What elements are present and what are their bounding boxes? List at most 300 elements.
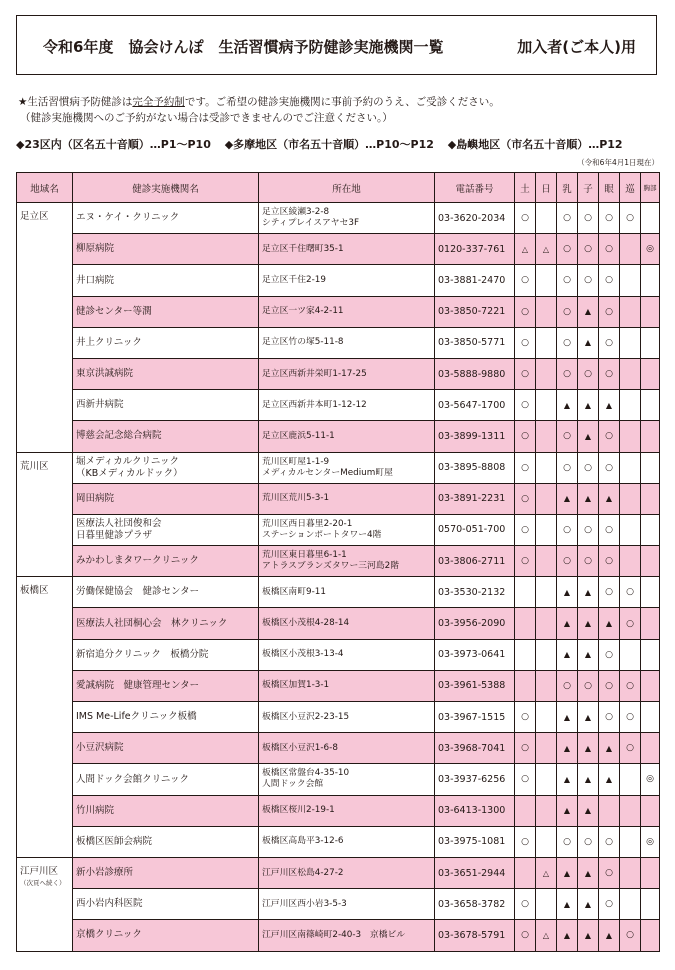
mark-sun [536, 452, 557, 483]
mark-breast: ▲ [557, 577, 578, 608]
mark-eye: ▲ [599, 733, 620, 764]
mark-chest [641, 265, 660, 296]
mark-uterus: ▲ [578, 639, 599, 670]
mark-uterus: ▲ [578, 733, 599, 764]
table-row [17, 358, 660, 389]
phone-number: 03-5647-1700 [435, 390, 515, 421]
mark-eye: ○ [599, 889, 620, 920]
mark-sat [515, 639, 536, 670]
mark-chest: ◎ [641, 826, 660, 857]
table-row [17, 639, 660, 670]
institution-name-line: 竹川病院 [76, 804, 115, 816]
mark-chest [641, 920, 660, 951]
phone-number: 03-3975-1081 [435, 826, 515, 857]
table-row [17, 733, 660, 764]
institution-name-line: IMS Me-Lifeクリニック板橋 [76, 711, 197, 723]
table-row [17, 857, 660, 888]
mark-sun: △ [536, 920, 557, 951]
title-box [16, 15, 657, 75]
phone-number: 03-3956-2090 [435, 608, 515, 639]
mark-chest [641, 608, 660, 639]
mark-chest [641, 733, 660, 764]
address-line: 板橋区加賀1-3-1 [262, 680, 330, 691]
phone-number: 03-3620-2034 [435, 203, 515, 234]
phone-number: 03-3678-5791 [435, 920, 515, 951]
mark-sun [536, 327, 557, 358]
mark-sun [536, 733, 557, 764]
mark-mobile [620, 639, 641, 670]
institution-address [259, 390, 435, 421]
mark-breast: ○ [557, 452, 578, 483]
address-line: 江戸川区松島4-27-2 [262, 867, 344, 878]
institution-name-line: 東京洪誠病院 [76, 368, 134, 380]
mark-mobile [620, 421, 641, 452]
address-line: 人間ドック会館 [262, 779, 324, 790]
mark-sat: ○ [515, 920, 536, 951]
mark-chest [641, 296, 660, 327]
mark-chest [641, 639, 660, 670]
mark-chest [641, 702, 660, 733]
table-row [17, 889, 660, 920]
address-line: 江戸川区南篠崎町2-40-3 京橋ビル [262, 929, 406, 940]
institution-address [259, 920, 435, 951]
mark-sat: ○ [515, 327, 536, 358]
mark-mobile [620, 826, 641, 857]
institution-name-line: 医療法人社団桐心会 林クリニック [76, 617, 228, 629]
mark-eye: ○ [599, 639, 620, 670]
mark-sat [515, 795, 536, 826]
mark-chest [641, 483, 660, 514]
reservation-warning: （健診実施機関へのご予約がない場合は受診できませんのでご注意ください。） [20, 112, 393, 124]
institution-address [259, 857, 435, 888]
institution-address [259, 639, 435, 670]
mark-sun [536, 670, 557, 701]
col-uterus: 子 [578, 173, 599, 203]
audience-tag: 加入者(ご本人)用 [517, 38, 636, 56]
institution-name-line: 人間ドック会館クリニック [76, 773, 190, 785]
mark-sat [515, 670, 536, 701]
mark-sat [515, 608, 536, 639]
mark-breast: ▲ [557, 857, 578, 888]
phone-number: 03-3530-2132 [435, 577, 515, 608]
mark-eye: ▲ [599, 483, 620, 514]
table-row [17, 234, 660, 265]
mark-breast: ○ [557, 546, 578, 577]
col-chest: 胸部 [641, 173, 660, 203]
phone-number: 03-3973-0641 [435, 639, 515, 670]
phone-number: 03-3895-8808 [435, 452, 515, 483]
mark-eye: ○ [599, 234, 620, 265]
institution-name [73, 358, 259, 389]
institution-name [73, 639, 259, 670]
institution-name-line: 小豆沢病院 [76, 742, 124, 754]
table-row [17, 702, 660, 733]
phone-number: 03-3937-6256 [435, 764, 515, 795]
institution-name-line: 健診センター等潤 [76, 305, 152, 317]
institution-name [73, 733, 259, 764]
region-index-tama[interactable]: ◆多摩地区（市名五十音順）…P10～P12 [224, 138, 434, 151]
mark-uterus: ○ [578, 670, 599, 701]
mark-sat: ○ [515, 265, 536, 296]
note-text-c: です。ご希望の健診実施機関に事前予約のうえ、ご受診ください。 [184, 96, 500, 108]
table-row [17, 670, 660, 701]
institution-address [259, 296, 435, 327]
address-line: 板橋区高島平3-12-6 [262, 836, 344, 847]
mark-mobile: ○ [620, 733, 641, 764]
address-line: 板橋区小茂根3-13-4 [262, 649, 344, 660]
phone-number: 03-3806-2711 [435, 546, 515, 577]
institution-name-line: 井口病院 [76, 274, 115, 286]
phone-number: 03-6413-1300 [435, 795, 515, 826]
mark-uterus: ○ [578, 514, 599, 545]
mark-mobile: ○ [620, 920, 641, 951]
phone-number: 03-3850-5771 [435, 327, 515, 358]
mark-mobile [620, 764, 641, 795]
mark-chest [641, 514, 660, 545]
mark-sun [536, 514, 557, 545]
mark-sun [536, 421, 557, 452]
mark-eye: ○ [599, 702, 620, 733]
mark-uterus: ○ [578, 265, 599, 296]
mark-uterus: ▲ [578, 577, 599, 608]
institution-name-line: 医療法人社団俊和会 [76, 518, 162, 530]
address-line: 板橋区小茂根4-28-14 [262, 618, 350, 629]
mark-uterus: ▲ [578, 702, 599, 733]
region-index [16, 136, 633, 152]
table-row [17, 203, 660, 234]
mark-uterus: ▲ [578, 795, 599, 826]
phone-number: 03-3967-1515 [435, 702, 515, 733]
institution-name [73, 826, 259, 857]
mark-sat: ○ [515, 296, 536, 327]
address-line: アトラスブランズタワー三河島2階 [262, 561, 400, 572]
mark-mobile [620, 265, 641, 296]
mark-chest [641, 327, 660, 358]
region-index-islands[interactable]: ◆島嶼地区（市名五十音順）…P12 [447, 138, 623, 151]
institution-address [259, 795, 435, 826]
institution-name [73, 327, 259, 358]
address-line: 足立区千住2-19 [262, 274, 326, 285]
table-row [17, 327, 660, 358]
mark-eye: ○ [599, 452, 620, 483]
mark-eye: ○ [599, 203, 620, 234]
institution-name [73, 390, 259, 421]
mark-eye: ○ [599, 670, 620, 701]
mark-eye: ○ [599, 358, 620, 389]
phone-number: 0570-051-700 [435, 514, 515, 545]
mark-sun [536, 826, 557, 857]
mark-breast: ▲ [557, 920, 578, 951]
mark-chest [641, 421, 660, 452]
institution-name-line: みかわしまタワークリニック [76, 555, 199, 567]
mark-chest [641, 546, 660, 577]
address-line: ステーションポートタワー4階 [262, 529, 382, 540]
mark-mobile: ○ [620, 670, 641, 701]
mark-mobile [620, 327, 641, 358]
mark-sat: ○ [515, 733, 536, 764]
table-row [17, 514, 660, 545]
mark-sun [536, 889, 557, 920]
mark-mobile [620, 889, 641, 920]
region-cell [17, 452, 73, 577]
institution-address [259, 421, 435, 452]
mark-uterus: ▲ [578, 857, 599, 888]
table-row [17, 795, 660, 826]
table-row [17, 390, 660, 421]
institution-name-line: 板橋区医師会病院 [76, 835, 153, 847]
mark-uterus: ○ [578, 546, 599, 577]
mark-breast: ▲ [557, 733, 578, 764]
institution-name-line: 西新井病院 [76, 399, 124, 411]
reservation-note [18, 94, 500, 109]
address-line: 足立区鹿浜5-11-1 [262, 430, 335, 441]
mark-mobile: ○ [620, 577, 641, 608]
institution-name [73, 608, 259, 639]
mark-breast: ○ [557, 358, 578, 389]
institution-name-line: 西小岩内科医院 [76, 898, 143, 910]
institution-name-line: 愛誠病院 健康管理センター [76, 679, 200, 691]
institution-address [259, 483, 435, 514]
mark-mobile [620, 795, 641, 826]
col-mobile: 巡 [620, 173, 641, 203]
institution-name [73, 670, 259, 701]
mark-sat: ○ [515, 452, 536, 483]
region-label: 板橋区 [20, 585, 49, 597]
table-row [17, 265, 660, 296]
table-header-row [17, 173, 660, 203]
institution-address [259, 577, 435, 608]
mark-breast: ○ [557, 234, 578, 265]
address-line: 板橋区小豆沢1-6-8 [262, 742, 338, 753]
mark-mobile [620, 546, 641, 577]
mark-eye: ○ [599, 296, 620, 327]
table-row [17, 421, 660, 452]
mark-sun [536, 608, 557, 639]
region-index-23ku[interactable]: ◆23区内（区名五十音順）…P1～P10 [16, 138, 211, 151]
phone-number: 03-5888-9880 [435, 358, 515, 389]
mark-breast: ○ [557, 203, 578, 234]
phone-number: 03-3658-3782 [435, 889, 515, 920]
mark-sat: △ [515, 234, 536, 265]
mark-uterus: ○ [578, 452, 599, 483]
mark-chest [641, 203, 660, 234]
table-row [17, 608, 660, 639]
mark-mobile [620, 390, 641, 421]
mark-sat: ○ [515, 546, 536, 577]
institution-address [259, 608, 435, 639]
mark-breast: ○ [557, 826, 578, 857]
mark-breast: ▲ [557, 764, 578, 795]
address-line: 足立区一ツ家4-2-11 [262, 306, 344, 317]
mark-mobile [620, 296, 641, 327]
mark-mobile [620, 514, 641, 545]
mark-breast: ○ [557, 670, 578, 701]
institution-address [259, 764, 435, 795]
mark-sun [536, 764, 557, 795]
mark-sun [536, 483, 557, 514]
address-line: 足立区西新井本町1-12-12 [262, 399, 367, 410]
mark-eye: ▲ [599, 764, 620, 795]
institution-name-line: 柳原病院 [76, 243, 115, 255]
mark-breast: ▲ [557, 390, 578, 421]
mark-sun: △ [536, 234, 557, 265]
phone-number: 03-3850-7221 [435, 296, 515, 327]
institution-address [259, 203, 435, 234]
note-text-a: ★生活習慣病予防健診は [18, 96, 133, 108]
mark-sat: ○ [515, 203, 536, 234]
phone-number: 03-3881-2470 [435, 265, 515, 296]
institution-name [73, 577, 259, 608]
institution-name-line: 労働保健協会 健診センター [76, 586, 200, 598]
mark-sat: ○ [515, 702, 536, 733]
mark-chest [641, 889, 660, 920]
institution-address [259, 826, 435, 857]
address-line: 足立区竹の塚5-11-8 [262, 337, 344, 348]
address-line: 板橋区南町9-11 [262, 586, 326, 597]
address-line: 板橋区小豆沢2-23-15 [262, 711, 350, 722]
region-cell [17, 857, 73, 951]
address-line: 足立区綾瀬3-2-8 [262, 207, 330, 218]
institution-name-line: エヌ・ケイ・クリニック [76, 212, 180, 224]
mark-sat: ○ [515, 390, 536, 421]
mark-chest: ◎ [641, 764, 660, 795]
region-label: 荒川区 [20, 460, 49, 472]
table-row [17, 826, 660, 857]
mark-uterus: ▲ [578, 920, 599, 951]
address-line: 江戸川区西小岩3-5-3 [262, 898, 347, 909]
mark-sat: ○ [515, 889, 536, 920]
mark-breast: ▲ [557, 889, 578, 920]
mark-chest [641, 857, 660, 888]
mark-sun [536, 265, 557, 296]
mark-sat: ○ [515, 764, 536, 795]
mark-eye: ○ [599, 826, 620, 857]
mark-chest: ◎ [641, 234, 660, 265]
note-emphasis: 完全予約制 [132, 96, 185, 108]
table-row [17, 296, 660, 327]
institution-name [73, 889, 259, 920]
region-continued-note: （次頁へ続く） [20, 879, 66, 888]
mark-eye: ○ [599, 265, 620, 296]
mark-uterus: ○ [578, 234, 599, 265]
institution-name-line: 堀メディカルクリニック [76, 455, 179, 467]
mark-sun [536, 795, 557, 826]
institution-name-line: 井上クリニック [76, 336, 142, 348]
institution-name-line: （KBメディカルドック） [76, 467, 183, 479]
phone-number: 03-3968-7041 [435, 733, 515, 764]
mark-breast: ▲ [557, 483, 578, 514]
mark-eye: ▲ [599, 920, 620, 951]
institution-name-line: 京橋クリニック [76, 929, 142, 941]
institution-name [73, 920, 259, 951]
mark-chest [641, 795, 660, 826]
mark-eye: ○ [599, 857, 620, 888]
institution-address [259, 670, 435, 701]
institution-name [73, 702, 259, 733]
mark-breast: ○ [557, 327, 578, 358]
mark-sun [536, 296, 557, 327]
table-row [17, 577, 660, 608]
col-breast: 乳 [557, 173, 578, 203]
institution-name [73, 452, 259, 483]
mark-eye: ○ [599, 327, 620, 358]
mark-breast: ○ [557, 265, 578, 296]
mark-sat: ○ [515, 826, 536, 857]
col-region: 地域名 [17, 173, 73, 203]
mark-chest [641, 390, 660, 421]
institution-address [259, 452, 435, 483]
institution-name-line: 博慈会記念総合病院 [76, 430, 162, 442]
mark-uterus: ▲ [578, 327, 599, 358]
table-row [17, 483, 660, 514]
institution-address [259, 702, 435, 733]
mark-eye: ○ [599, 514, 620, 545]
mark-sun: △ [536, 857, 557, 888]
address-line: 板橋区常盤台4-35-10 [262, 768, 350, 779]
mark-breast: ▲ [557, 608, 578, 639]
col-eye: 眼 [599, 173, 620, 203]
institution-name [73, 234, 259, 265]
address-line: 板橋区桜川2-19-1 [262, 805, 335, 816]
region-label: 江戸川区 [20, 865, 59, 877]
phone-number: 03-3651-2944 [435, 857, 515, 888]
table-row [17, 546, 660, 577]
institution-table [16, 172, 660, 952]
institution-address [259, 265, 435, 296]
institution-name [73, 203, 259, 234]
mark-sun [536, 358, 557, 389]
mark-breast: ○ [557, 514, 578, 545]
address-line: 足立区西新井栄町1-17-25 [262, 368, 367, 379]
mark-mobile [620, 483, 641, 514]
mark-breast: ○ [557, 296, 578, 327]
address-line: 荒川区荒川5-3-1 [262, 493, 330, 504]
mark-breast: ▲ [557, 639, 578, 670]
mark-mobile: ○ [620, 608, 641, 639]
address-line: 荒川区東日暮里6-1-1 [262, 550, 347, 561]
institution-address [259, 327, 435, 358]
institution-name-line: 岡田病院 [76, 492, 115, 504]
institution-name-line: 新宿追分クリニック 板橋分院 [76, 648, 209, 660]
mark-mobile [620, 452, 641, 483]
phone-number: 03-3961-5388 [435, 670, 515, 701]
mark-sat [515, 577, 536, 608]
institution-name [73, 795, 259, 826]
mark-sun [536, 702, 557, 733]
mark-breast: ▲ [557, 702, 578, 733]
mark-eye: ▲ [599, 608, 620, 639]
mark-chest [641, 577, 660, 608]
institution-name-line: 日暮里健診プラザ [76, 529, 153, 541]
institution-name [73, 421, 259, 452]
mark-uterus: ○ [578, 826, 599, 857]
col-sat: 土 [515, 173, 536, 203]
institution-address [259, 514, 435, 545]
mark-breast: ○ [557, 421, 578, 452]
phone-number: 03-3899-1311 [435, 421, 515, 452]
mark-chest [641, 452, 660, 483]
mark-eye [599, 795, 620, 826]
institution-name [73, 546, 259, 577]
mark-mobile: ○ [620, 702, 641, 733]
col-phone: 電話番号 [435, 173, 515, 203]
region-cell [17, 577, 73, 858]
institution-name [73, 483, 259, 514]
mark-eye: ○ [599, 546, 620, 577]
mark-sun [536, 203, 557, 234]
mark-sun [536, 639, 557, 670]
mark-sat: ○ [515, 514, 536, 545]
